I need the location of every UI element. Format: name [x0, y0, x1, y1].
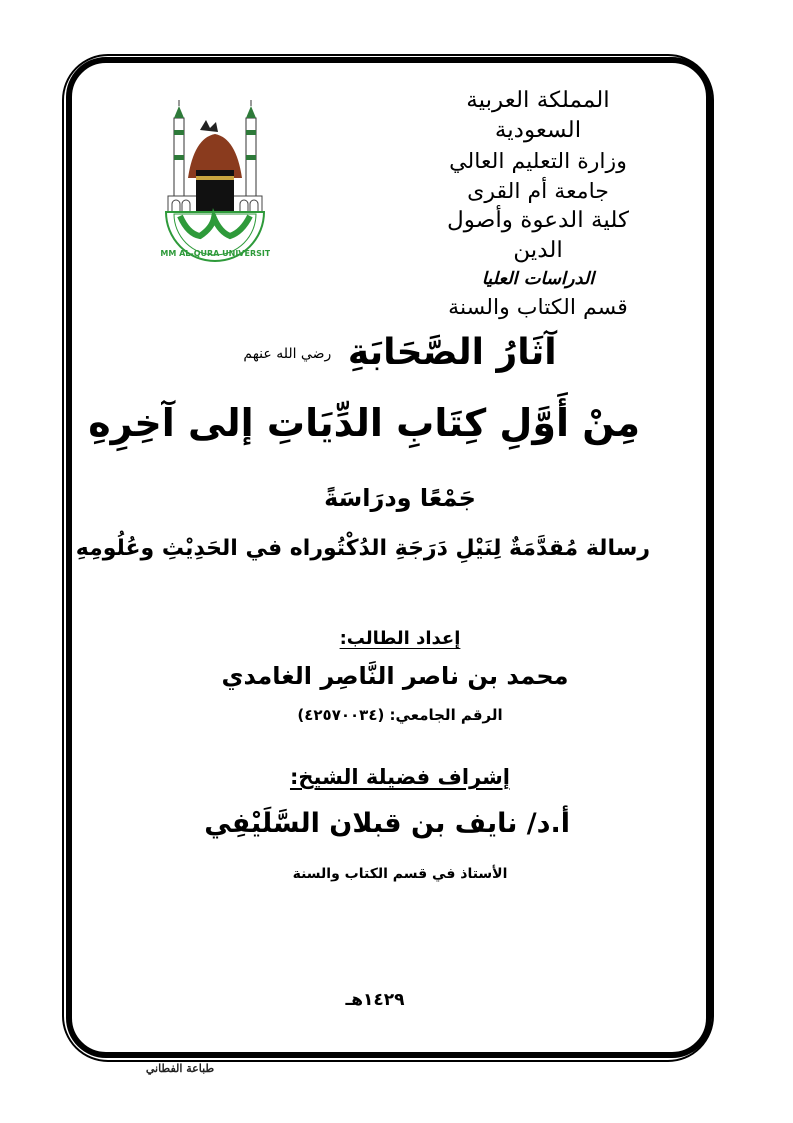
thesis-title-line-1	[190, 330, 610, 377]
header-university: جامعة أم القرى	[467, 179, 609, 203]
university-id: الرقم الجامعي: (٤٢٥٧٠٠٣٤)	[297, 706, 503, 724]
umm-al-qura-emblem-icon	[160, 100, 270, 265]
supervisor-position: الأستاذ في قسم الكتاب والسنة	[292, 866, 508, 882]
student-name: محمد بن ناصر النَّاصِر الغامدي	[221, 662, 569, 690]
thesis-subtitle: جَمْعًا ودرَاسَةً	[324, 484, 476, 512]
university-logo	[160, 100, 270, 265]
header-ministry: وزارة التعليم العالي	[449, 149, 627, 173]
thesis-description: رسالة مُقدَّمَةٌ لِنَيْلِ دَرَجَةِ الدُكْتُوراه في الحَدِيْثِ وعُلُومِهِ	[75, 536, 650, 561]
header-kingdom: المملكة العربية السعودية	[466, 88, 610, 143]
prepared-by-label: إعداد الطالب:	[339, 628, 461, 649]
title-main: آثَارُ الصَّحَابَةِ	[347, 332, 557, 373]
supervision-label: إشراف فضيلة الشيخ:	[289, 765, 510, 789]
supervisor-name: أ.د/ نايف بن قبلان السَّلَيْفِي	[204, 808, 570, 839]
printer-mark: طباعة الفطاني	[145, 1062, 215, 1075]
thesis-title-line-2: مِنْ أَوَّلِ كِتَابِ الدِّيَاتِ إلى آخِرِهِ	[88, 401, 640, 445]
header-graduate-studies: الدراسات العليا	[481, 269, 595, 289]
institution-header	[448, 86, 628, 322]
honorific-glyph: رضي الله عنهم	[243, 346, 332, 362]
header-college: كلية الدعوة وأصول الدين	[446, 208, 629, 263]
hijri-year: ١٤٢٩هـ	[345, 990, 405, 1010]
svg-text:UMM AL-QURA UNIVERSITY: UMM AL-QURA UNIVERSITY	[160, 249, 270, 258]
header-department: قسم الكتاب والسنة	[448, 295, 628, 319]
